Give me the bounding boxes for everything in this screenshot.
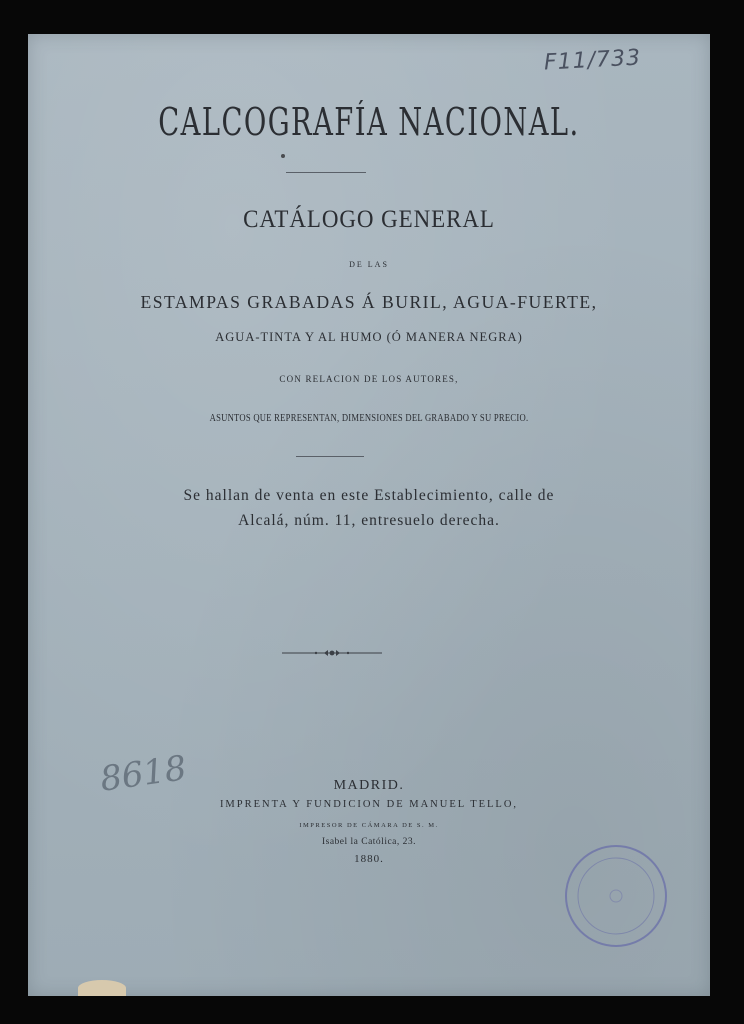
imprint-year: 1880. (354, 853, 384, 865)
catalog-cover (28, 34, 710, 996)
con-relacion-text: CON RELACION DE LOS AUTORES, (279, 374, 459, 384)
ornament-dot (281, 154, 285, 158)
sale-notice-line-2: Alcalá, núm. 11, entresuelo derecha. (238, 512, 500, 529)
library-stamp-icon (560, 840, 672, 952)
sale-notice-line-1: Se hallan de venta en este Establecimiento, calle de (183, 487, 555, 504)
handwritten-shelfmark: F11/733 (543, 45, 642, 76)
catalog-subtitle: CATÁLOGO GENERAL (243, 206, 495, 233)
asuntos-text: ASUNTOS QUE REPRESENTAN, DIMENSIONES DEL GRABADO Y SU PRECIO. (209, 413, 529, 424)
agua-tinta-heading: AGUA-TINTA Y AL HUMO (Ó MANERA NEGRA) (215, 330, 523, 344)
de-las-text: DE LAS (349, 260, 389, 269)
estampas-heading: ESTAMPAS GRABADAS Á BURIL, AGUA-FUERTE, (140, 292, 598, 312)
ornament-divider-icon (280, 646, 384, 660)
pencil-annotation: 8618 (97, 748, 189, 800)
imprint-address: Isabel la Católica, 23. (321, 837, 417, 847)
cover-title: CALCOGRAFÍA NACIONAL. (158, 100, 580, 144)
paper-tear (78, 980, 126, 996)
divider-rule-2 (296, 456, 364, 457)
divider-rule (286, 172, 366, 173)
imprint-printer-title: IMPRESOR DE CÁMARA DE S. M. (299, 822, 439, 829)
imprint-printer: IMPRENTA Y FUNDICION DE MANUEL TELLO, (219, 799, 519, 810)
imprint-city: MADRID. (333, 778, 405, 793)
